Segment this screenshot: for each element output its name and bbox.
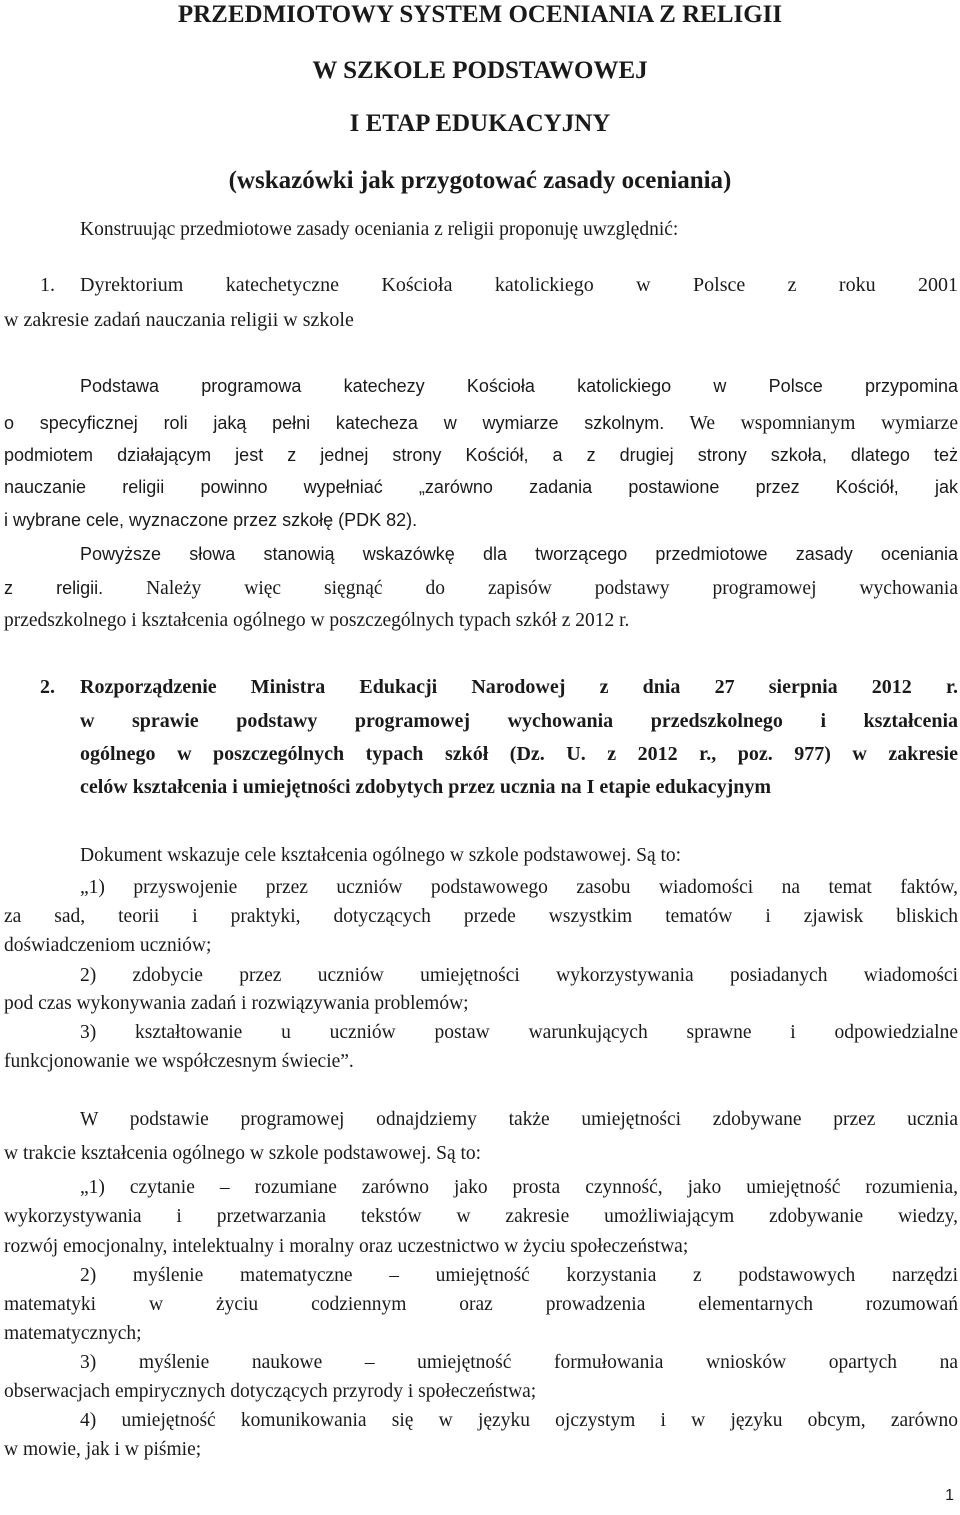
section-1-para-2-line-1: Powyższe słowa stanowią wskazówkę dla tworzącego przedmiotowe zasady oceniania	[80, 544, 958, 564]
skills-item-2-line-1: 2) myślenie matematyczne – umiejętność korzystania z podstawowych narzędzi	[80, 1265, 958, 1286]
document-subtitle-school: W SZKOLE PODSTAWOWEJ	[312, 57, 648, 84]
section-1-para-1-line-4: nauczanie religii powinno wypełniać „zarówno zadania postawione przez Kościół, jak	[4, 477, 958, 497]
section-1-para-1-line-5: i wybrane cele, wyznaczone przez szkołę (PDK 82).	[4, 510, 418, 530]
section-1-heading-line-1: Dyrektorium katechetyczne Kościoła katolickiego w Polsce z roku 2001	[80, 274, 958, 296]
section-1-para-1-line-2: o specyficznej roli jaką pełni katecheza w wymiarze szkolnym. We wspomnianym wymiarze	[4, 413, 958, 434]
page-number: 1	[945, 1487, 954, 1504]
goals-item-1-line-2: za sad, teorii i praktyki, dotyczących przede wszystkim tematów i zjawisk bliskich	[4, 906, 958, 927]
goals-item-2-line-2: pod czas wykonywania zadań i rozwiązywania problemów;	[4, 993, 469, 1014]
skills-item-4-line-2: w mowie, jak i w piśmie;	[4, 1439, 202, 1460]
section-2-heading-line-3: ogólnego w poszczególnych typach szkół (Dz. U. z 2012 r., poz. 977) w zakresie	[80, 743, 958, 765]
skills-intro-line-1: W podstawie programowej odnajdziemy także umiejętności zdobywane przez ucznia	[80, 1109, 958, 1130]
skills-item-2-line-3: matematycznych;	[4, 1323, 142, 1344]
skills-item-1-line-3: rozwój emocjonalny, intelektualny i moralny oraz uczestnictwo w życiu społeczeństwa;	[4, 1236, 689, 1257]
document-subtitle-guidance: (wskazówki jak przygotować zasady oceniania)	[228, 167, 732, 194]
skills-item-1-line-2: wykorzystywania i przetwarzania tekstów w zakresie umożliwiającym zdobywanie wiedzy,	[4, 1206, 958, 1227]
section-1-number: 1.	[40, 274, 55, 296]
document-subtitle-stage: I ETAP EDUKACYJNY	[349, 110, 611, 137]
skills-item-1-line-1: „1) czytanie – rozumiane zarówno jako prosta czynność, jako umiejętność rozumienia,	[80, 1177, 958, 1198]
section-1-para-1-line-1: Podstawa programowa katechezy Kościoła katolickiego w Polsce przypomina	[80, 376, 958, 396]
section-2-heading-line-4: celów kształcenia i umiejętności zdobytych przez ucznia na I etapie edukacyjnym	[80, 776, 772, 798]
goals-item-1-line-3: doświadczeniom uczniów;	[4, 935, 212, 956]
intro-text: Konstruując przedmiotowe zasady oceniania z religii proponuję uwzględnić:	[80, 219, 679, 240]
section-1-heading-line-2: w zakresie zadań nauczania religii w szkole	[4, 309, 354, 331]
goals-item-3-line-2: funkcjonowanie we współczesnym świecie”.	[4, 1051, 354, 1072]
section-1-para-2-line-2: z religii. Należy więc sięgnąć do zapisów podstawy programowej wychowania	[4, 578, 958, 599]
skills-item-3-line-1: 3) myślenie naukowe – umiejętność formułowania wniosków opartych na	[80, 1352, 958, 1373]
document-title: PRZEDMIOTOWY SYSTEM OCENIANIA Z RELIGII	[177, 1, 783, 28]
section-1-para-2-line-3: przedszkolnego i kształcenia ogólnego w poszczególnych typach szkół z 2012 r.	[4, 610, 630, 631]
goals-item-3-line-1: 3) kształtowanie u uczniów postaw warunkujących sprawne i odpowiedzialne	[80, 1022, 958, 1043]
goals-item-1-line-1: „1) przyswojenie przez uczniów podstawowego zasobu wiadomości na temat faktów,	[80, 877, 958, 898]
section-2-heading-line-2: w sprawie podstawy programowej wychowania przedszkolnego i kształcenia	[80, 710, 958, 732]
section-2-number: 2.	[40, 676, 55, 698]
skills-item-3-line-2: obserwacjach empirycznych dotyczących przyrody i społeczeństwa;	[4, 1381, 537, 1402]
section-2-heading-line-1: Rozporządzenie Ministra Edukacji Narodowej z dnia 27 sierpnia 2012 r.	[80, 676, 958, 698]
goals-intro: Dokument wskazuje cele kształcenia ogólnego w szkole podstawowej. Są to:	[80, 845, 682, 866]
section-1-para-1-line-3: podmiotem działającym jest z jednej strony Kościół, a z drugiej strony szkoła, dlatego też	[4, 445, 958, 465]
skills-item-4-line-1: 4) umiejętność komunikowania się w języku ojczystym i w języku obcym, zarówno	[80, 1410, 958, 1431]
skills-intro-line-2: w trakcie kształcenia ogólnego w szkole podstawowej. Są to:	[4, 1143, 482, 1164]
skills-item-2-line-2: matematyki w życiu codziennym oraz prowadzenia elementarnych rozumowań	[4, 1294, 958, 1315]
goals-item-2-line-1: 2) zdobycie przez uczniów umiejętności wykorzystywania posiadanych wiadomości	[80, 965, 958, 986]
